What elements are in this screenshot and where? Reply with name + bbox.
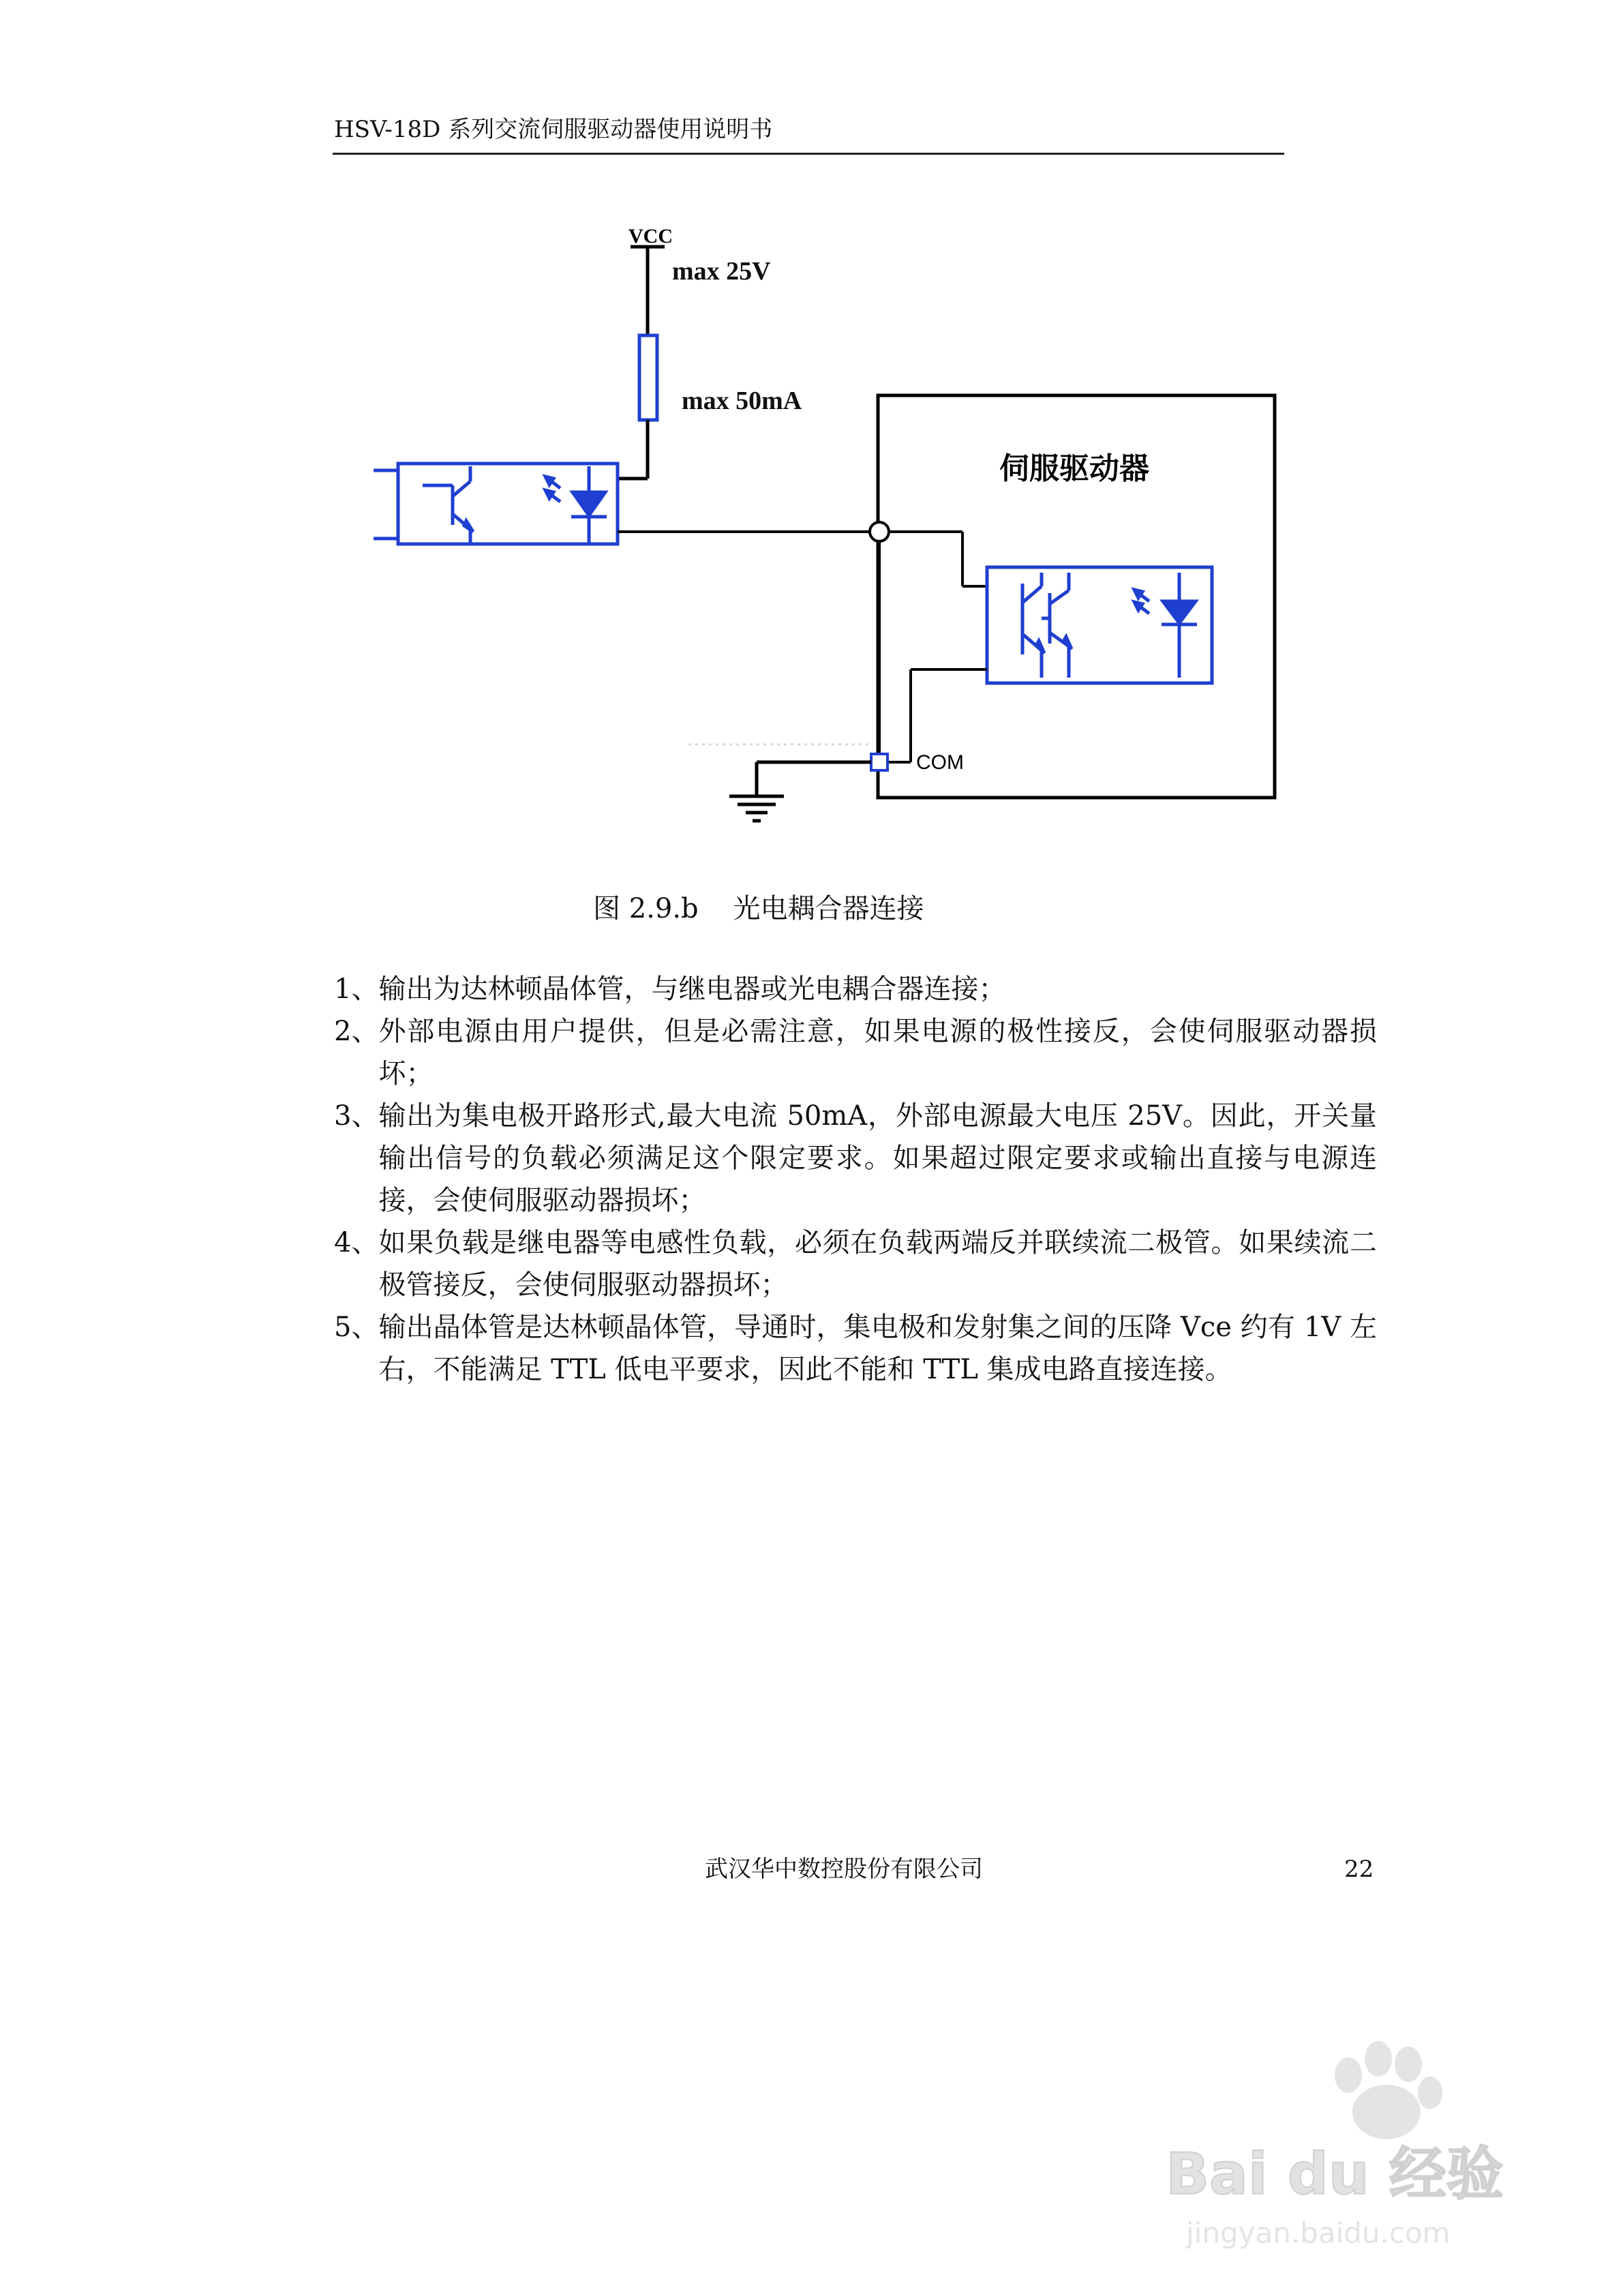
list-item [334,1306,1377,1391]
ground-symbol [729,762,871,821]
list-item-text: 输出晶体管是达林顿晶体管，导通时，集电极和发射集之间的压降 Vce 约有 1V 左右，不能满足 TTL 低电平要求，因此不能和 TTL 集成电路直接连接。 [378,1312,1377,1385]
max-current-label: max 50mA [682,387,802,415]
optocoupler-connection-diagram [0,0,1623,886]
servo-driver-label: 伺服驱动器 [999,451,1149,486]
list-item-number: 3、 [334,1100,379,1132]
page-header-title: HSV-18D 系列交流伺服驱动器使用说明书 [334,116,773,143]
paw-icon [1335,2041,1442,2139]
figure-caption: 图 2.9.b 光电耦合器连接 [593,893,924,924]
load-resistor [639,335,657,420]
list-item-text: 外部电源由用户提供，但是必需注意，如果电源的极性接反，会使伺服驱动器损坏； [378,1016,1377,1089]
output-terminal [870,522,889,541]
external-optocoupler [374,464,618,544]
watermark-brand: Bai du 经验 [1166,2141,1504,2207]
internal-optocoupler [987,567,1212,683]
com-terminal [871,754,888,770]
list-item-number: 1、 [334,973,379,1005]
footer-company: 武汉华中数控股份有限公司 [705,1856,983,1883]
com-label: COM [916,751,964,774]
notes-list [334,968,1377,1391]
list-item-text: 输出为集电极开路形式,最大电流 50mA，外部电源最大电压 25V。因此，开关量输出信号的负载必须满足这个限定要求。如果超过限定要求或输出直接与电源连接，会使伺服驱动器损坏； [378,1100,1377,1216]
list-item [334,1222,1377,1306]
watermark-url: jingyan.baidu.com [1186,2216,1451,2250]
list-item [334,968,1377,1010]
max-voltage-label: max 25V [672,257,771,286]
list-item-number: 2、 [334,1016,379,1047]
vcc-terminal [631,247,665,335]
baidu-jingyan-watermark [1159,2031,1513,2256]
vcc-label: VCC [628,225,673,247]
list-item-text: 如果负载是继电器等电感性负载，必须在负载两端反并联续流二极管。如果续流二极管接反，会使伺服驱动器损坏； [378,1227,1377,1301]
list-item [334,1010,1377,1095]
list-item-number: 4、 [334,1227,379,1258]
list-item-text: 输出为达林顿晶体管，与继电器或光电耦合器连接； [378,973,1006,1005]
list-item [334,1095,1377,1222]
page-number: 22 [1344,1856,1374,1883]
list-item-number: 5、 [334,1312,379,1343]
